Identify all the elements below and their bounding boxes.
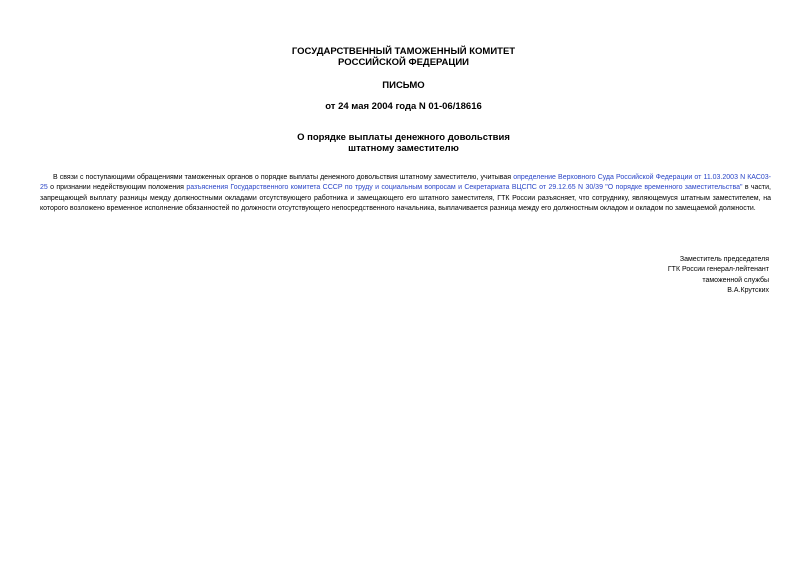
labor-committee-clarification-link[interactable]: разъяснения Государственного комитета СССР по труду и социальным вопросам и Секретариата ВЦСПС от 29.12.65 N 30/39 "О порядке временного заместительства": [186, 184, 743, 192]
doc-subject-line1: О порядке выплаты денежного довольствия: [297, 132, 510, 143]
org-name-line2: РОССИЙСКОЙ ФЕДЕРАЦИИ: [337, 57, 469, 68]
court-ruling-link[interactable]: определение Верховного Суда Российской Федерации от 11.03.2003 N КАС03-25: [40, 174, 771, 192]
body-text-segment: в части, запрещающей выплату разницы между должностными окладами отсутствующего работника и замещающего его штатного заместителя, ГТК России разъясняет, что сотруднику, являющемуся штатным заместителем, на которого возложено временное исполнение обязанностей по должности отсутствующего непосредственного начальника, выплачивается разница между его должностным окладом и окладом по замещаемой должности.: [40, 184, 771, 213]
body-text-segment: В связи с поступающими обращениями таможенных органов о порядке выплаты денежного довольствия штатному заместителю, учитывая: [53, 174, 514, 181]
doc-subject-line2: штатному заместителю: [348, 143, 459, 154]
signature-position-line3: таможенной службы: [702, 276, 769, 284]
body-text-segment: о признании недействующим положения: [47, 184, 187, 192]
signature-name: В.А.Крутских: [727, 287, 769, 295]
signature-position-line1: Заместитель председателя: [679, 256, 769, 263]
signature-block: [668, 255, 769, 297]
signature-position-line2: ГТК России генерал-лейтенант: [667, 266, 769, 274]
doc-type: ПИСЬМО: [382, 80, 425, 91]
doc-date-number: от 24 мая 2004 года N 01-06/18616: [325, 101, 482, 112]
body-paragraph: [40, 173, 771, 215]
org-name-line1: ГОСУДАРСТВЕННЫЙ ТАМОЖЕННЫЙ КОМИТЕТ: [291, 46, 516, 57]
